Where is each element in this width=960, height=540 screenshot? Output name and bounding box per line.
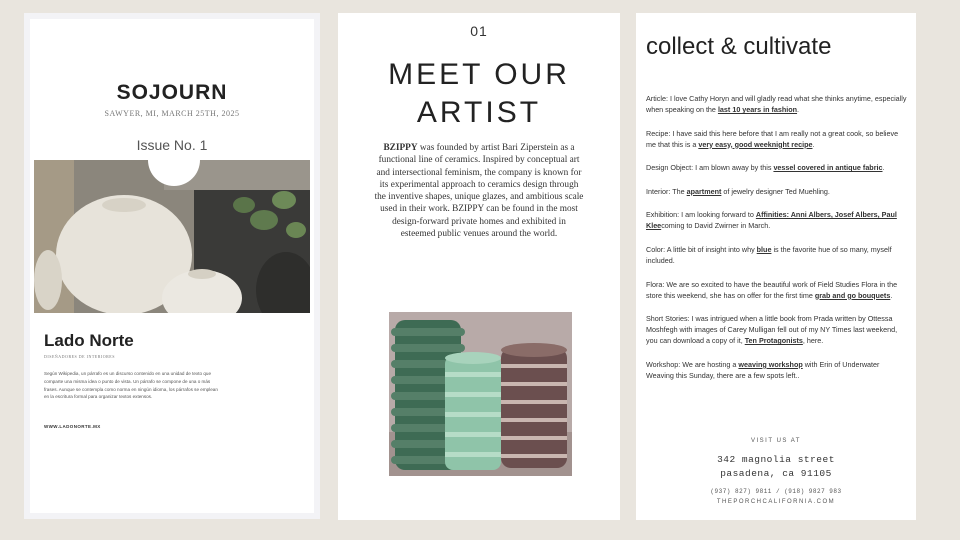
ceramics-photo	[389, 312, 572, 476]
ceramics-photo-illustration	[389, 312, 572, 476]
item-text: Interior: The	[646, 186, 687, 196]
brand-tagline: DISEÑADORES DE INTERIORES	[44, 354, 115, 359]
artist-heading-line1: MEET OUR	[388, 58, 570, 91]
list-item	[646, 128, 908, 150]
item-text: Workshop: We are hosting a	[646, 359, 739, 369]
brand-name: Lado Norte	[44, 331, 134, 350]
collect-title: collect & cultivate	[646, 33, 832, 60]
item-text-end: with Erin of Underwater Weaving this Sunday, there are a few spots left..	[646, 359, 880, 380]
item-text-end: .	[797, 105, 800, 114]
list-item	[646, 244, 908, 266]
cover-dateline: SAWYER, MI, MARCH 25TH, 2025	[104, 109, 240, 118]
item-link[interactable]: very easy, good weeknight recipe	[698, 139, 813, 149]
item-link[interactable]: blue	[756, 244, 772, 254]
item-text-end: coming to David Zwirner in March.	[661, 221, 771, 231]
page-number: 01	[470, 23, 488, 39]
artist-heading-line2: ARTIST	[416, 96, 542, 129]
item-link[interactable]: vessel covered in antique fabric	[773, 163, 883, 173]
item-text: Flora: We are so excited to have the beautiful work of Field Studies Flora in the store this weekend, she has on offer for the first time	[646, 279, 898, 300]
item-text-end: is the favorite hue of so many, myself included.	[646, 244, 892, 265]
artist-heading	[338, 56, 620, 132]
item-text-end: .	[890, 290, 893, 300]
artist-bio-text: was founded by artist Bari Ziperstein as a functional line of ceramics. Inspired by conceptual art and intersectional feminism, the company is known for its experimental approach to ceramics design through the inventive shapes, unique glazes, and ambitious scale used in their work. BZIPPY can be found in the most design-forward private homes and exhibited in esteemed public venues around the world.	[374, 143, 584, 240]
item-link[interactable]: grab and go bouquets	[814, 290, 891, 300]
item-link[interactable]: last 10 years in fashion	[717, 105, 798, 114]
meet-artist-page	[338, 13, 620, 520]
item-text-end: .	[882, 163, 885, 173]
phone-numbers: (937) 827) 9811 / (918) 9827 983	[710, 488, 842, 495]
item-text: Color: A little bit of insight into why	[646, 244, 757, 254]
item-text: Design Object: I am blown away by this	[646, 163, 774, 173]
list-item	[646, 162, 908, 173]
list-item	[646, 209, 908, 231]
vases-photo-illustration	[34, 160, 310, 313]
item-text-end: of jewelry designer Ted Muehling.	[721, 186, 830, 196]
address-street: 342 magnolia street	[717, 454, 835, 465]
item-text: Exhibition: I am looking forward to	[646, 210, 756, 220]
collect-cultivate-page	[636, 13, 916, 520]
item-text: Recipe: I have said this here before that I am really not a great cook, so believe me that this is a	[646, 128, 899, 149]
list-item	[646, 359, 908, 381]
list-item	[646, 279, 908, 301]
item-link[interactable]: Ten Protagonists	[744, 336, 803, 346]
artist-bio	[374, 142, 584, 240]
list-item	[646, 313, 908, 346]
item-link[interactable]: weaving workshop	[738, 359, 803, 369]
item-link[interactable]: apartment	[686, 186, 722, 196]
list-item	[646, 93, 908, 115]
item-link[interactable]: Affinities: Anni Albers, Josef Albers, Paul Klee	[646, 210, 897, 231]
brand-description: Según Wikipedia, un párrafo es un discurso contenido en una unidad de texto que comparte una misma idea o punto de vista. Un párrafo se compone de una o más frases. Aunque se contempla como norma en ningún idioma, los párrafos se emplean en la escritura formal para organizar textos extensos.	[44, 371, 218, 400]
store-website[interactable]: THEPORCHCALIFORNIA.COM	[716, 499, 836, 505]
issue-number: Issue No. 1	[136, 137, 208, 153]
list-item	[646, 186, 908, 197]
vases-photo	[34, 160, 310, 313]
item-text-end: , here.	[802, 336, 824, 346]
visit-label: VISIT US AT	[751, 438, 801, 444]
item-text: Article: I love Cathy Horyn and will gladly read what she thinks anytime, especially when speaking on the	[646, 94, 907, 114]
address-city: pasadena, ca 91105	[720, 468, 832, 479]
item-text: Short Stories: I was intrigued when a little book from Prada written by Ottessa Moshfegh with images of Carey Mulligan fell out of my NY Times last weekend, you can download a copy of it,	[646, 314, 898, 346]
recommendations-list	[646, 93, 908, 393]
item-text-end: .	[812, 139, 815, 149]
brand-website[interactable]: WWW.LADONORTE.MX	[44, 424, 101, 429]
sojourn-cover-page	[24, 13, 320, 519]
artist-bio-brand: BZIPPY	[383, 143, 418, 153]
cover-title: SOJOURN	[116, 81, 228, 104]
